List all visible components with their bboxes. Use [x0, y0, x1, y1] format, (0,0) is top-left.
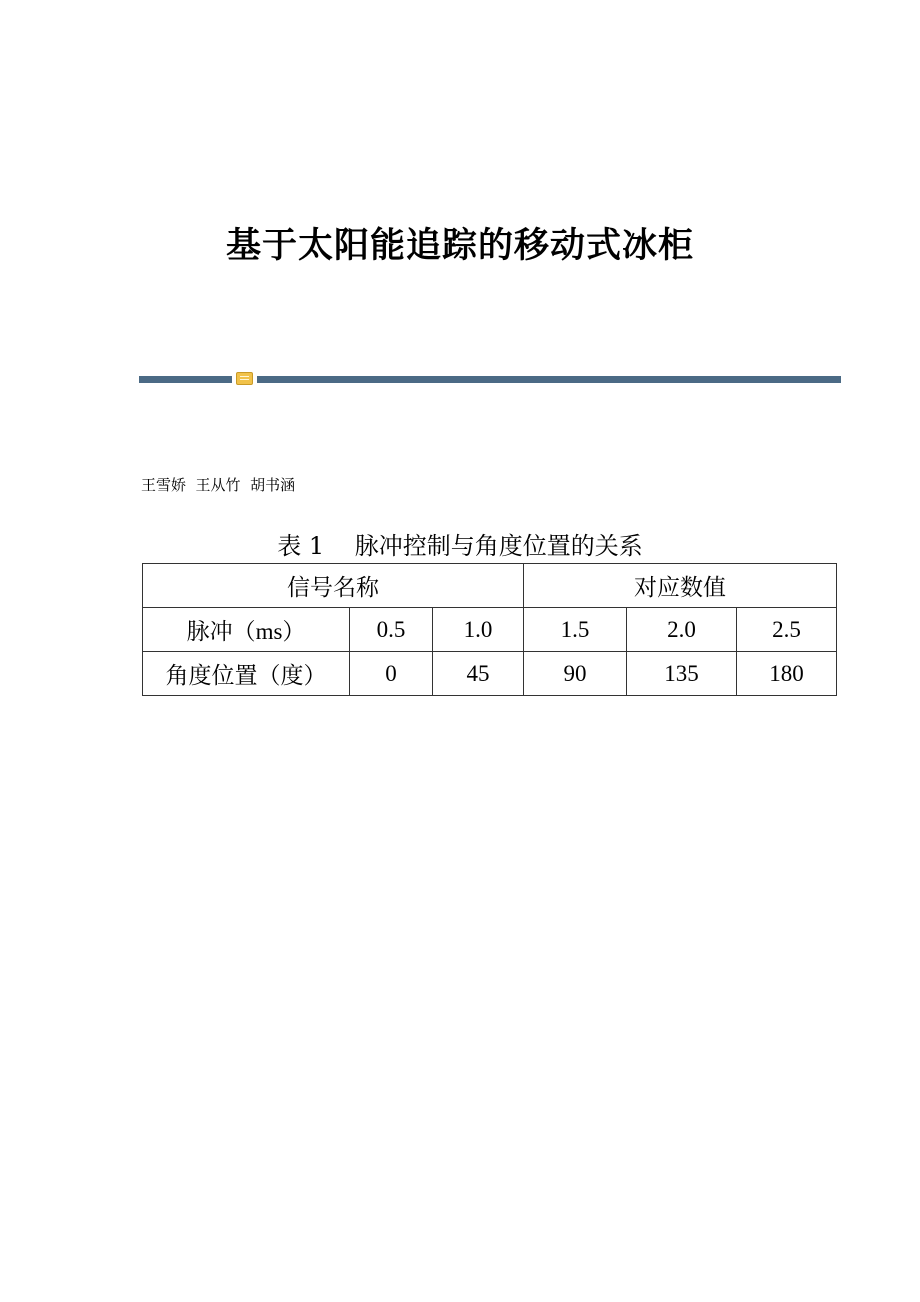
table-row [143, 608, 837, 652]
author-list: 王雪娇 王从竹 胡书涵 [141, 476, 296, 494]
table-row [143, 652, 837, 696]
table-cell: 180 [737, 652, 837, 696]
table-cell: 2.0 [627, 608, 737, 652]
table-cell: 0.5 [350, 608, 433, 652]
table-cell: 0 [350, 652, 433, 696]
table-header-row [143, 564, 837, 608]
table-cell: 1.5 [524, 608, 627, 652]
table-cell: 2.5 [737, 608, 837, 652]
header-signal-name: 信号名称 [143, 564, 524, 608]
table-cell: 135 [627, 652, 737, 696]
document-title: 基于太阳能追踪的移动式冰柜 [225, 225, 694, 266]
table-caption: 表 1 脉冲控制与角度位置的关系 [277, 532, 643, 560]
table-cell: 1.0 [433, 608, 524, 652]
table-cell: 45 [433, 652, 524, 696]
divider-bar-left [139, 376, 232, 383]
header-corresponding-values: 对应数值 [524, 564, 837, 608]
document-badge-icon [236, 372, 253, 385]
row-label: 角度位置（度） [143, 652, 350, 696]
table-cell: 90 [524, 652, 627, 696]
title-divider [139, 376, 841, 384]
pulse-angle-table [142, 563, 837, 696]
row-label: 脉冲（ms） [143, 608, 350, 652]
divider-bar-right [257, 376, 841, 383]
